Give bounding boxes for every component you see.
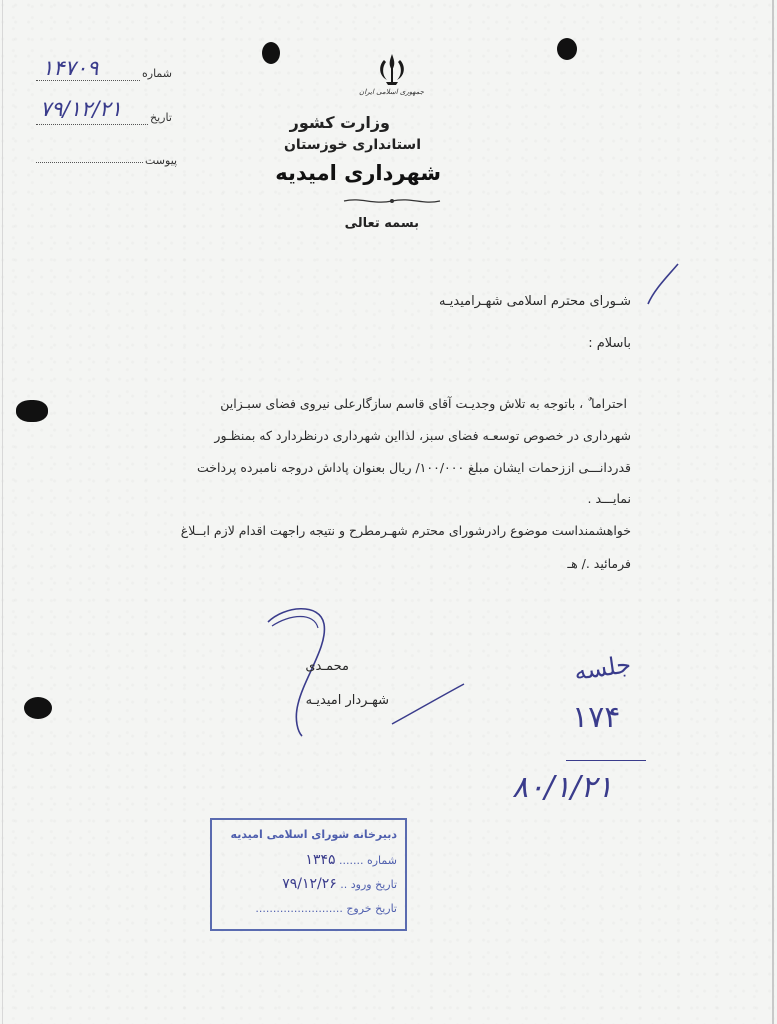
municipality-title: شهرداری امیدیه [275, 161, 441, 185]
margin-note-number: ۱۷۴ [572, 700, 621, 735]
letter-date: ۷۹/۱۲/۲۱ [40, 97, 122, 121]
signer-name: محمـدی [305, 659, 349, 674]
number-label: شماره [142, 67, 173, 80]
page-edge-right [772, 0, 774, 1024]
stamp-entry-label: تاریخ ورود [350, 878, 397, 891]
body-line: خواهشمنداست موضوع رادرشورای محترم شهـرمطرح و نتیجه راجهت اقدام لازم ابــلاغ [180, 523, 631, 538]
stamp-entry-value: ۷۹/۱۲/۲۶ [282, 876, 337, 892]
ornament-divider [342, 196, 442, 206]
invocation: بسمه تعالی [344, 216, 419, 231]
punch-hole [557, 38, 577, 60]
governorate-title: استانداری خوزستان [283, 137, 421, 153]
body-line: نمایـــد . [587, 491, 631, 506]
body-line: فرمائید ./ هـ [567, 556, 631, 571]
addressee: شـورای محترم اسلامی شهـرامیدیـه [438, 294, 631, 309]
stamp-exit-row [255, 902, 397, 915]
body-line: شهرداری در خصوص توسعـه فضای سبز، لذااین شهرداری درنظردارد که بمنظـور [214, 428, 631, 443]
check-mark [642, 262, 682, 308]
stamp-number-row [305, 852, 397, 868]
stamp-number-value: ۱۳۴۵ [305, 852, 336, 868]
stamp-exit-dots: ......................... [255, 902, 343, 915]
body-line: قدردانـــی اززحمات ایشان مبلغ ۱۰۰/۰۰۰/ ریال بعنوان پاداش دروجه نامبرده پرداخت [196, 460, 631, 475]
signer-title: شهـردار امیدیـه [305, 693, 389, 708]
margin-note-rule [566, 760, 646, 761]
ministry-title: وزارت کشور [289, 113, 390, 132]
registry-stamp [210, 818, 407, 931]
stamp-number-dots: ....... [339, 854, 364, 867]
punch-hole [24, 697, 52, 719]
margin-note-session: جلسه [572, 650, 633, 686]
attachment-label: پیوست [145, 154, 178, 167]
stamp-exit-label: تاریخ خروج [346, 902, 397, 915]
letter-number: ۱۴۷۰۹ [42, 56, 99, 80]
stamp-entry-row [282, 876, 397, 892]
emblem-caption: جمهوری اسلامی ایران [359, 88, 424, 96]
attachment-line [36, 162, 143, 163]
margin-note-date: ۸۰/۱/۲۱ [512, 770, 613, 805]
date-label: تاریخ [150, 111, 172, 124]
punch-hole [262, 42, 280, 64]
signature-stroke [390, 682, 466, 726]
stamp-number-label: شماره [366, 854, 397, 867]
page-edge-left [2, 0, 3, 1024]
stamp-entry-dots: .. [340, 878, 348, 891]
emblem-icon [370, 48, 414, 92]
number-line [36, 80, 140, 81]
stamp-title: دبیرخانه شورای اسلامی امیدیه [230, 828, 397, 841]
punch-hole [16, 400, 48, 422]
date-line [36, 124, 148, 125]
body-line: احتراما ٌ ، باتوجه به تلاش وجدیـت آقای قاسم سازگارعلی نیروی فضای سبـزاین [220, 396, 627, 411]
greeting: باسلام : [588, 336, 631, 351]
